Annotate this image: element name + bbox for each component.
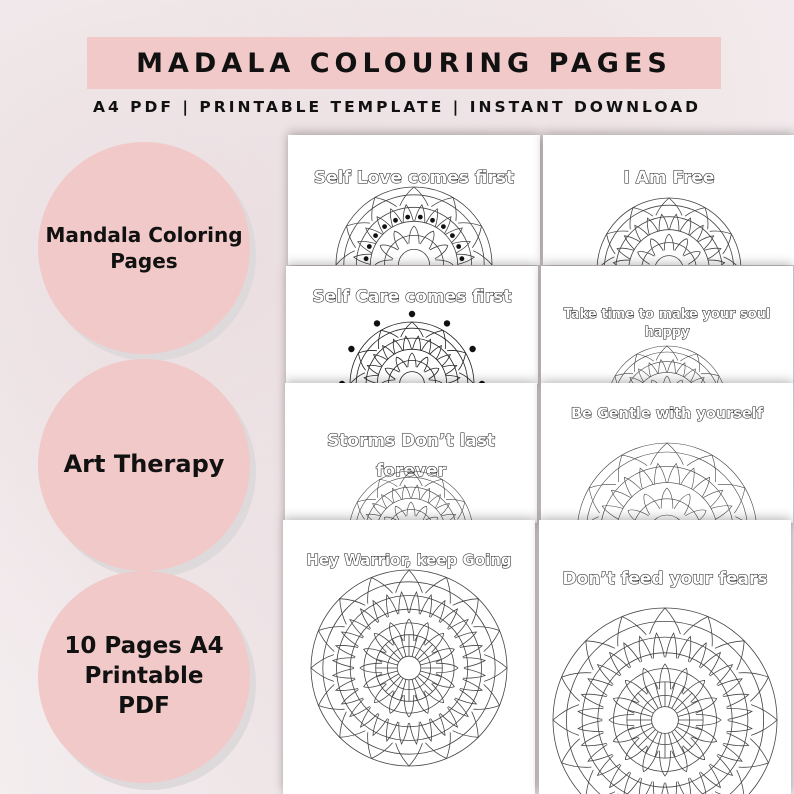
page-preview-i-am-free	[543, 135, 794, 265]
feature-label: Art Therapy	[63, 450, 225, 479]
title-banner	[87, 37, 721, 89]
page-title: MADALA COLOURING PAGES	[136, 47, 672, 79]
page-heading: Self Care comes first	[312, 287, 512, 307]
page-heading: Storms Don’t last forever	[326, 431, 496, 481]
mandala-illustration	[283, 520, 535, 794]
mandala-illustration	[543, 135, 794, 265]
subtitle: A4 PDF | PRINTABLE TEMPLATE | INSTANT DOWNLOAD	[92, 98, 702, 116]
page-preview-take-time	[541, 266, 793, 384]
page-heading: Take time to make your soul happy	[563, 307, 771, 340]
feature-label: Mandala Coloring Pages	[45, 223, 243, 273]
page-preview-be-gentle	[541, 383, 793, 523]
page-preview-dont-feed-fears	[539, 520, 791, 794]
page-heading: Don’t feed your fears	[562, 569, 768, 589]
mandala-illustration	[288, 135, 540, 265]
page-heading: Hey Warrior, keep Going	[306, 551, 512, 569]
mandala-illustration	[539, 520, 791, 794]
page-preview-self-care	[286, 266, 538, 384]
mandala-illustration	[286, 266, 538, 384]
feature-label: 10 Pages A4 Printable PDF	[64, 633, 224, 719]
feature-circle-art-therapy	[38, 359, 250, 571]
mandala-illustration	[285, 383, 537, 523]
page-preview-hey-warrior	[283, 520, 535, 794]
page-preview-self-love	[288, 135, 540, 265]
feature-circle-coloring-pages	[38, 142, 250, 354]
page-preview-storms	[285, 383, 537, 523]
page-heading: Self Love comes first	[313, 168, 515, 188]
mandala-illustration	[541, 266, 793, 384]
page-heading: Be Gentle with yourself	[570, 406, 764, 422]
mandala-illustration	[541, 383, 793, 523]
page-heading: I Am Free	[623, 168, 715, 188]
feature-circle-page-count	[38, 571, 250, 783]
